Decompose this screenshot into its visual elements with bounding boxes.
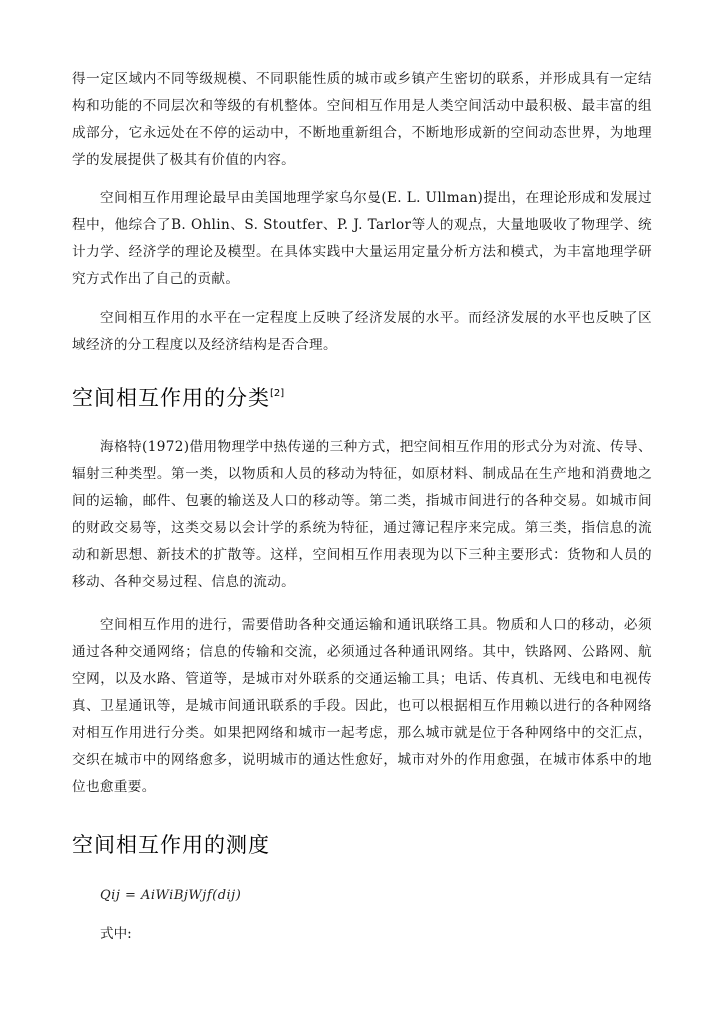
- where-label: 式中:: [100, 926, 132, 942]
- heading-measure: 空间相互作用的测度: [72, 833, 270, 857]
- paragraph-ullman-theory: 空间相互作用理论最早由美国地理学家乌尔曼(E. L. Ullman)提出，在理论形成和发展过程中，他综合了B. Ohlin、S. Stoutfer、P. J. Tarlor等人的观点，大量地吸收了物理学、统计力学、经济学的理论及模型。在具体实践中大量运用定量分析方法和模式，为丰富地理学研究方式作出了自己的贡献。: [72, 190, 652, 287]
- citation-link[interactable]: [2]: [270, 388, 285, 399]
- paragraph-economic-level: 空间相互作用的水平在一定程度上反映了经济发展的水平。而经济发展的水平也反映了区域经济的分工程度以及经济结构是否合理。: [72, 310, 652, 353]
- paragraph-haggett-types: 海格特(1972)借用物理学中热传递的三种方式，把空间相互作用的形式分为对流、传导、辐射三种类型。第一类，以物质和人员的移动为特征，如原材料、制成品在生产地和消费地之间的运输，邮件、包裹的输送及人口的移动等。第二类，指城市间进行的各种交易。如城市间的财政交易等，这类交易以会计学的系统为特征，通过簿记程序来完成。第三类，指信息的流动和新思想、新技术的扩散等。这样，空间相互作用表现为以下三种主要形式：货物和人员的移动、各种交易过程、信息的流动。: [72, 439, 652, 590]
- paragraph-intro-continued: 得一定区域内不同等级规模、不同职能性质的城市或乡镇产生密切的联系，并形成具有一定结构和功能的不同层次和等级的有机整体。空间相互作用是人类空间活动中最积极、最丰富的组成部分，它永远处在不停的运动中，不断地重新组合，不断地形成新的空间动态世界，为地理学的发展提供了极其有价值的内容。: [72, 71, 652, 168]
- heading-classification: [72, 379, 284, 413]
- heading-classification-text: 空间相互作用的分类: [72, 386, 270, 410]
- paragraph-networks: 空间相互作用的进行，需要借助各种交通运输和通讯联络工具。物质和人口的移动，必须通过各种交通网络；信息的传输和交流，必须通过各种通讯网络。其中，铁路网、公路网、航空网，以及水路、管道等，是城市对外联系的交通运输工具；电话、传真机、无线电和电视传真、卫星通讯等，是城市间通讯联系的手段。因此，也可以根据相互作用赖以进行的各种网络对相互作用进行分类。如果把网络和城市一起考虑，那么城市就是位于各种网络中的交汇点，交织在城市中的网络愈多，说明城市的通达性愈好，城市对外的作用愈强，在城市体系中的地位也愈重要。: [72, 617, 652, 795]
- formula-text: Qij = AiWiBjWjf(dij): [100, 888, 242, 903]
- gravity-formula: [100, 888, 241, 903]
